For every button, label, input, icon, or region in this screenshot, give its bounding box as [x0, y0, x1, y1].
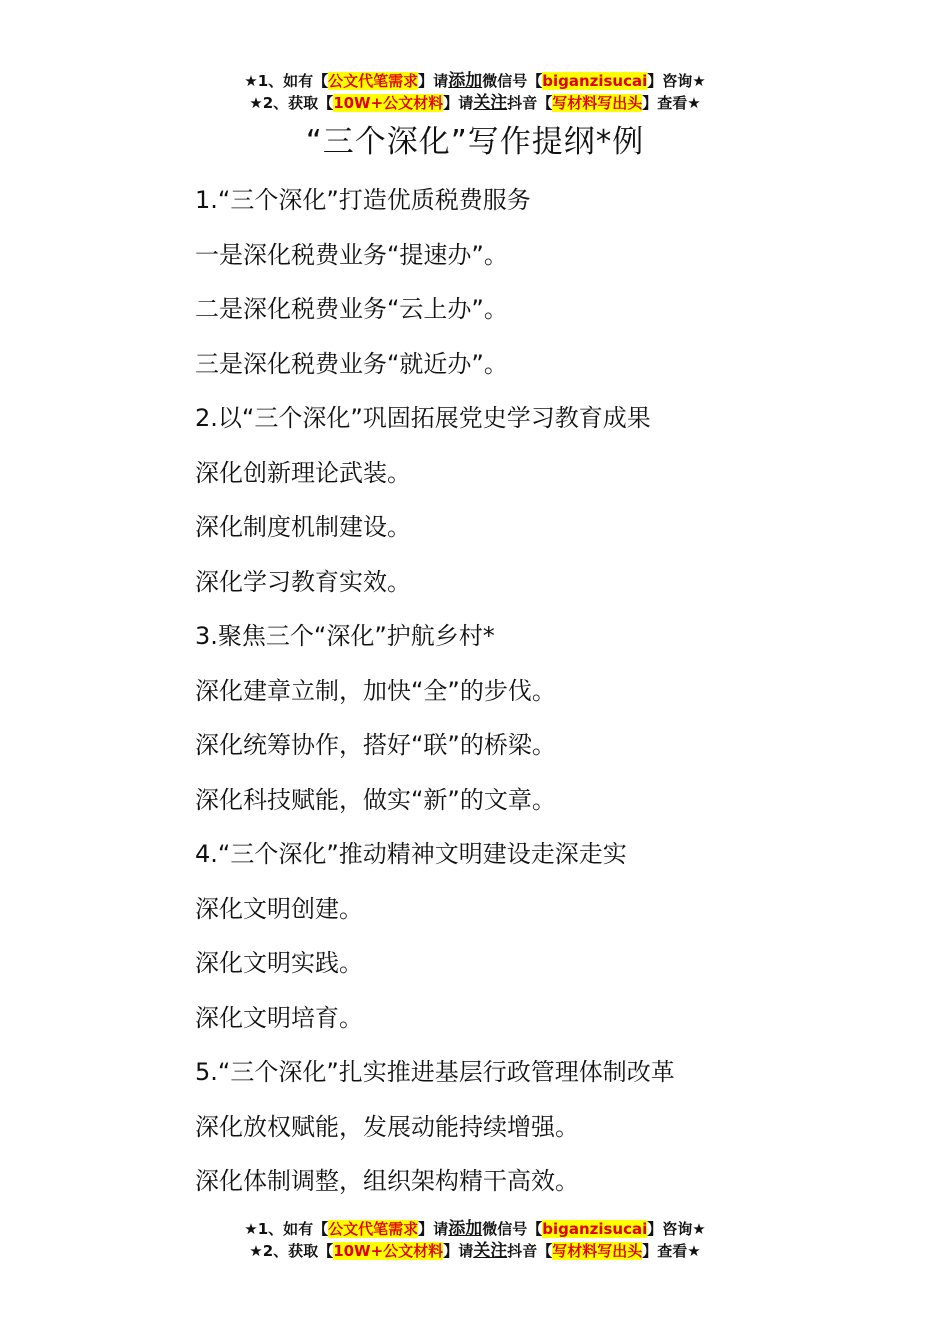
banner-text: ★1、如有【 [244, 72, 329, 90]
banner-line-2 [0, 1240, 950, 1262]
banner-line-1 [0, 1218, 950, 1240]
paragraph: 深化学习教育实效。 [195, 567, 411, 596]
paragraph: 深化文明创建。 [195, 894, 363, 923]
paragraph: 一是深化税费业务“提速办”。 [195, 240, 508, 269]
banner-line-2 [0, 92, 950, 114]
emphasis-text: 添加 [448, 71, 483, 91]
paragraph: 深化创新理论武装。 [195, 458, 411, 487]
paragraph: 深化放权赋能，发展动能持续增强。 [195, 1112, 579, 1141]
banner-text: 】查看★ [642, 94, 701, 112]
paragraph: 深化统筹协作，搭好“联”的桥梁。 [195, 731, 556, 759]
emphasis-text: 关注 [473, 93, 508, 113]
banner-text: 抖音【 [507, 1242, 553, 1260]
paragraph: 深化建章立制，加快“全”的步伐。 [195, 676, 556, 705]
highlight-text: 10W+公文材料 [333, 94, 444, 112]
highlight-text: 公文代笔需求 [328, 72, 419, 90]
banner-text: 】咨询★ [647, 1220, 706, 1238]
banner-line-1 [0, 70, 950, 92]
highlight-text: 公文代笔需求 [328, 1220, 419, 1238]
emphasis-text: 关注 [473, 1241, 508, 1261]
section-heading: 2.以“三个深化”巩固拓展党史学习教育成果 [195, 404, 651, 432]
paragraph: 深化科技赋能，做实“新”的文章。 [195, 785, 556, 814]
douyin-id: 写材料写出头 [552, 1242, 643, 1260]
paragraph: 深化制度机制建设。 [195, 513, 411, 541]
document-title: “三个深化”写作提纲*例 [305, 124, 645, 160]
header-banner [0, 70, 950, 114]
banner-text: 抖音【 [507, 94, 553, 112]
paragraph: 深化文明实践。 [195, 949, 363, 977]
banner-text: 】请 [418, 1220, 449, 1238]
banner-text: 】查看★ [642, 1242, 701, 1260]
section-heading: 3.聚焦三个“深化”护航乡村* [195, 622, 495, 650]
banner-text: ★2、获取【 [249, 94, 334, 112]
wechat-id: biganzisucai [542, 1220, 648, 1238]
banner-text: ★2、获取【 [249, 1242, 334, 1260]
section-heading: 5.“三个深化”扎实推进基层行政管理体制改革 [195, 1058, 675, 1086]
banner-text: 】请 [443, 1242, 474, 1260]
banner-text: 微信号【 [482, 1220, 543, 1238]
wechat-id: biganzisucai [542, 72, 648, 90]
paragraph: 深化体制调整，组织架构精干高效。 [195, 1167, 579, 1195]
paragraph: 三是深化税费业务“就近办”。 [195, 349, 508, 378]
banner-text: 】请 [443, 94, 474, 112]
section-heading: 4.“三个深化”推动精神文明建设走深走实 [195, 840, 627, 868]
banner-text: ★1、如有【 [244, 1220, 329, 1238]
banner-text: 微信号【 [482, 72, 543, 90]
paragraph: 二是深化税费业务“云上办”。 [195, 295, 508, 323]
paragraph: 深化文明培育。 [195, 1003, 363, 1032]
highlight-text: 10W+公文材料 [333, 1242, 444, 1260]
document-body [195, 176, 895, 1212]
emphasis-text: 添加 [448, 1219, 483, 1239]
douyin-id: 写材料写出头 [552, 94, 643, 112]
footer-banner [0, 1218, 950, 1262]
section-heading: 1.“三个深化”打造优质税费服务 [195, 186, 531, 214]
banner-text: 】请 [418, 72, 449, 90]
banner-text: 】咨询★ [647, 72, 706, 90]
